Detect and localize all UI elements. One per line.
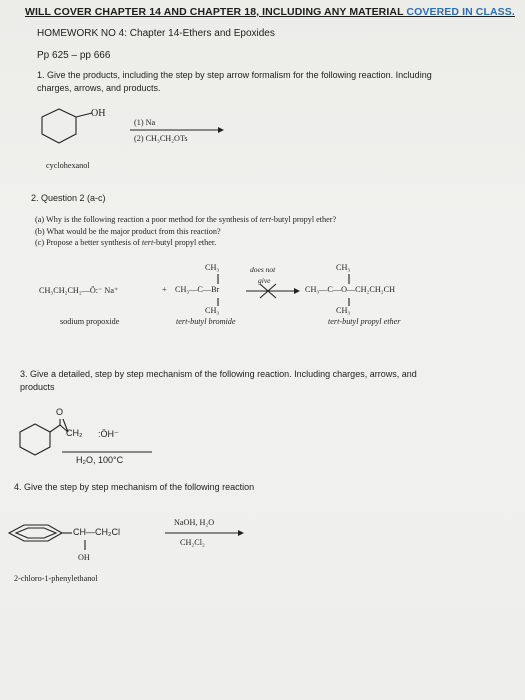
hydroxide-ion: :ÖH⁻ [98, 429, 119, 439]
label-tert-butyl-propyl-ether: tert-butyl propyl ether [328, 317, 401, 326]
arrow-note-does-not: does not [250, 265, 276, 274]
q4-hydroxyl: OH [78, 553, 90, 562]
plus-sign: + [162, 285, 167, 294]
q3-prompt-line2: products [20, 382, 55, 392]
q2a-text-1: Why is the following reaction a poor method for the synthesis of [46, 215, 260, 224]
q1-reagent-2: (2) CH₃CH₂OTs [134, 134, 188, 143]
bromide-top-methyl: CH₃ [205, 263, 220, 272]
label-sodium-propoxide: sodium propoxide [60, 317, 120, 326]
course-banner [25, 6, 515, 18]
q2-title: 2. Question 2 (a-c) [31, 193, 106, 203]
q2c-text-em: tert [141, 238, 154, 247]
q1-reagent-1: (1) Na [134, 118, 156, 127]
q4-reagent-1: NaOH, H₂O [174, 518, 215, 527]
q2b-text: What would be the major product from this reaction? [46, 227, 221, 236]
ether-top-methyl: CH₃ [336, 263, 351, 272]
q3-conditions: H₂O, 100°C [76, 455, 124, 465]
q1-prompt-line1: 1. Give the products, including the step by step arrow formalism for the following reaction. Including [37, 70, 432, 80]
q2b-label: (b) [35, 227, 45, 236]
tert-butyl-bromide-formula: CH₃—C—Br [175, 285, 220, 294]
q2a-text-2: -butyl propyl ether? [271, 215, 337, 224]
q2c-text-2: -butyl propyl ether. [153, 238, 217, 247]
q2b-item [35, 227, 221, 236]
banner-main-text: WILL COVER CHAPTER 14 AND CHAPTER 18, INCLUDING ANY MATERIAL [25, 6, 407, 18]
tert-butyl-propyl-ether-formula: CH₃—C—O—CH₂CH₂CH [305, 285, 395, 294]
cyclohexanol-label: cyclohexanol [46, 161, 90, 170]
sodium-propoxide-formula: CH₃CH₂CH₂—Ö:⁻ Na⁺ [39, 286, 119, 295]
bromide-bottom-methyl: CH₃ [205, 306, 220, 315]
label-tert-butyl-bromide: tert-butyl bromide [176, 317, 236, 326]
q2c-text-1: Propose a better synthesis of [46, 238, 142, 247]
chlorophenylethanol-label: 2-chloro-1-phenylethanol [14, 574, 98, 583]
q2a-text-em: tert [259, 215, 272, 224]
page-range: Pp 625 – pp 666 [37, 50, 111, 61]
epoxide-ch2: CH₂ [66, 428, 83, 438]
q1-prompt-line2: charges, arrows, and products. [37, 83, 161, 93]
q4-reagent-2: CH₂Cl₂ [180, 538, 205, 547]
arrow-note-give: give [258, 276, 271, 285]
q1-oh-label: OH [91, 108, 106, 119]
q2a-item [35, 215, 336, 224]
banner-tail-text: COVERED IN CLASS. [406, 6, 515, 18]
q3-prompt-line1: 3. Give a detailed, step by step mechanism of the following reaction. Including charges, arrows, and [20, 369, 417, 379]
q2a-label: (a) [35, 215, 45, 224]
q2c-item [35, 238, 216, 247]
q4-prompt: 4. Give the step by step mechanism of the following reaction [14, 482, 255, 492]
ether-bottom-methyl: CH₃ [336, 306, 351, 315]
homework-title: HOMEWORK NO 4: Chapter 14-Ethers and Epoxides [37, 28, 275, 39]
q2c-label: (c) [35, 238, 45, 247]
q4-side-chain: CH—CH₂Cl [73, 527, 120, 537]
epoxide-oxygen: O [56, 407, 64, 417]
